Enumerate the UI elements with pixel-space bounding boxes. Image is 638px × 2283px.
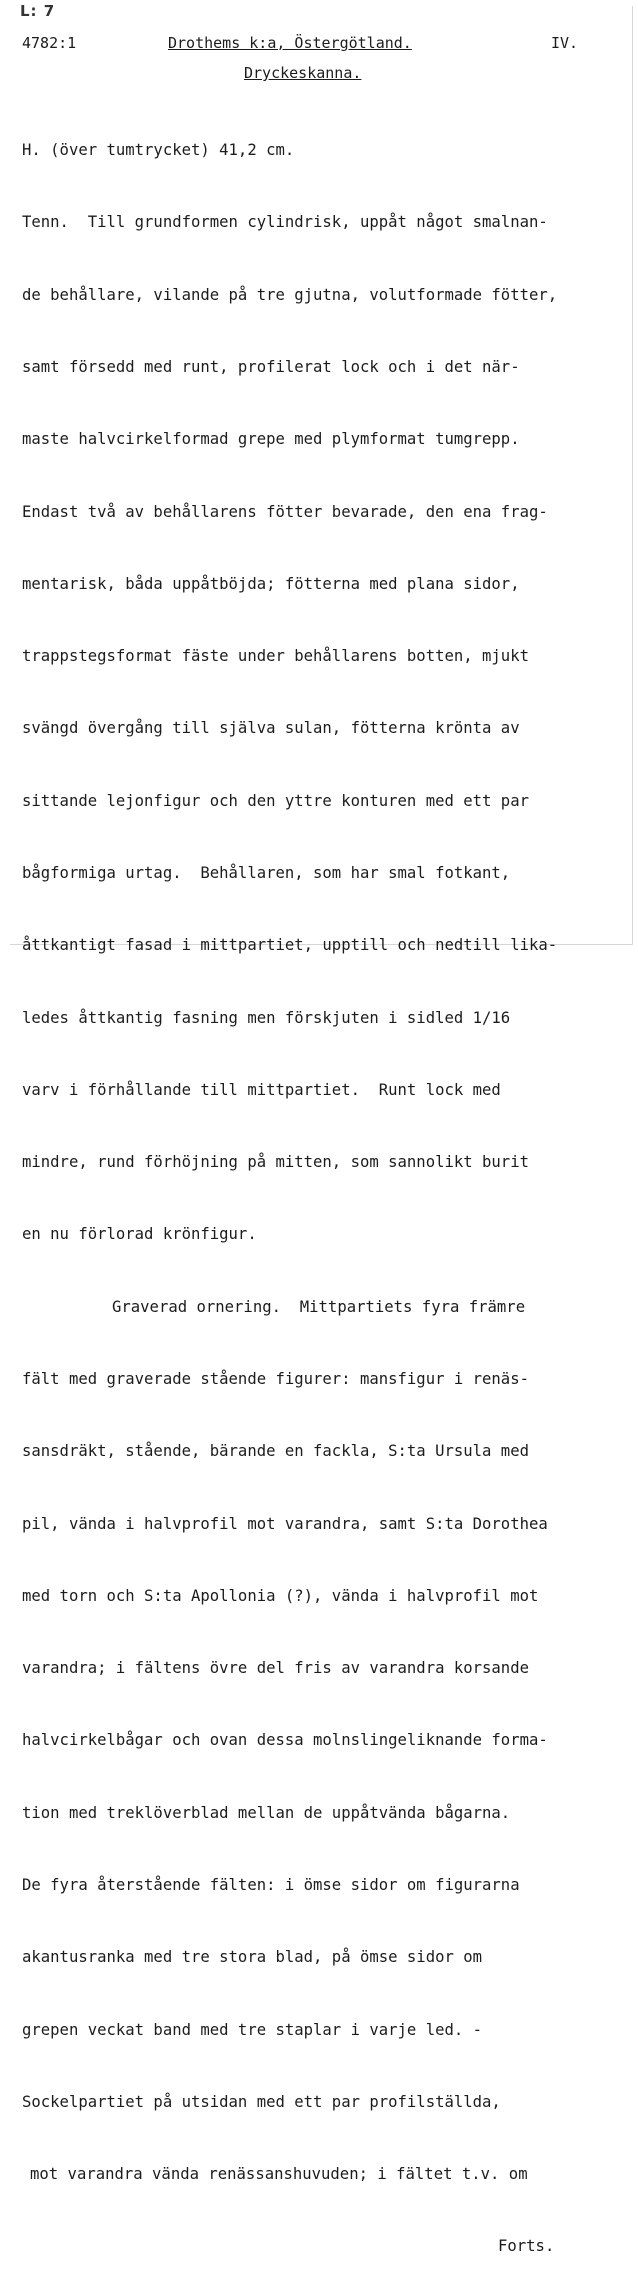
reference-number: 4782:1 <box>22 34 77 52</box>
place-heading: Drothems k:a, Östergötland. <box>168 34 412 52</box>
text-line: Graverad ornering. Mittpartiets fyra främre <box>112 1297 526 1316</box>
text-line: mindre, rund förhöjning på mitten, som sannolikt burit <box>22 1153 529 1172</box>
text-line: mot varandra vända renässanshuvuden; i fältet t.v. om <box>30 2165 528 2184</box>
text-line: fält med graverade stående figurer: mansfigur i renäs- <box>22 1369 529 1388</box>
text-line: med torn och S:ta Apollonia (?), vända i halvprofil mot <box>22 1586 539 1605</box>
text-line: samt försedd med runt, profilerat lock och i det när- <box>22 358 520 377</box>
text-line: halvcirkelbågar och ovan dessa molnslingeliknande forma- <box>22 1731 548 1750</box>
text-line: maste halvcirkelformad grepe med plymformat tumgrepp. <box>22 430 520 449</box>
description-text <box>22 90 622 2283</box>
text-line: de behållare, vilande på tre gjutna, volutformade fötter, <box>22 285 558 304</box>
text-line: varv i förhållande till mittpartiet. Runt lock med <box>22 1080 501 1099</box>
text-line: bågformiga urtag. Behållaren, som har smal fotkant, <box>22 864 511 882</box>
text-line: akantusranka med tre stora blad, på ömse sidor om <box>22 1948 483 1967</box>
text-line: Endast två av behållarens fötter bevarade, den ena frag- <box>22 502 548 521</box>
object-title: Dryckeskanna. <box>244 64 362 82</box>
text-line: sansdräkt, stående, bärande en fackla, S:ta Ursula med <box>22 1442 529 1461</box>
text-line: ledes åttkantig fasning men förskjuten i sidled 1/16 <box>22 1008 511 1027</box>
text-line: grepen veckat band med tre staplar i varje led. - <box>22 2020 483 2039</box>
text-line: Sockelpartiet på utsidan med ett par profilställda, <box>22 2092 501 2111</box>
text-line: en nu förlorad krönfigur. <box>22 1225 257 1244</box>
text-line: pil, vända i halvprofil mot varandra, samt S:ta Dorothea <box>22 1514 548 1533</box>
text-line: trappstegsformat fäste under behållarens botten, mjukt <box>22 647 529 666</box>
text-line: svängd övergång till själva sulan, fötterna krönta av <box>22 719 520 738</box>
text-line: Tenn. Till grundformen cylindrisk, uppåt något smalnan- <box>22 213 548 232</box>
continued-note: Forts. <box>498 2237 555 2256</box>
text-line: sittande lejonfigur och den yttre konturen med ett par <box>22 791 529 810</box>
text-line: varandra; i fältens övre del fris av varandra korsande <box>22 1659 529 1678</box>
text-line: mentarisk, båda uppåtböjda; fötterna med plana sidor, <box>22 574 520 593</box>
text-line: H. (över tumtrycket) 41,2 cm. <box>22 141 295 160</box>
part-number: IV. <box>551 34 579 52</box>
text-line: åttkantigt fasad i mittpartiet, upptill och nedtill lika- <box>22 936 558 955</box>
text-line: tion med treklöverblad mellan de uppåtvända bågarna. <box>22 1803 511 1822</box>
text-line: De fyra återstående fälten: i ömse sidor om figurarna <box>22 1875 520 1894</box>
corner-mark: L: 7 <box>20 2 56 20</box>
